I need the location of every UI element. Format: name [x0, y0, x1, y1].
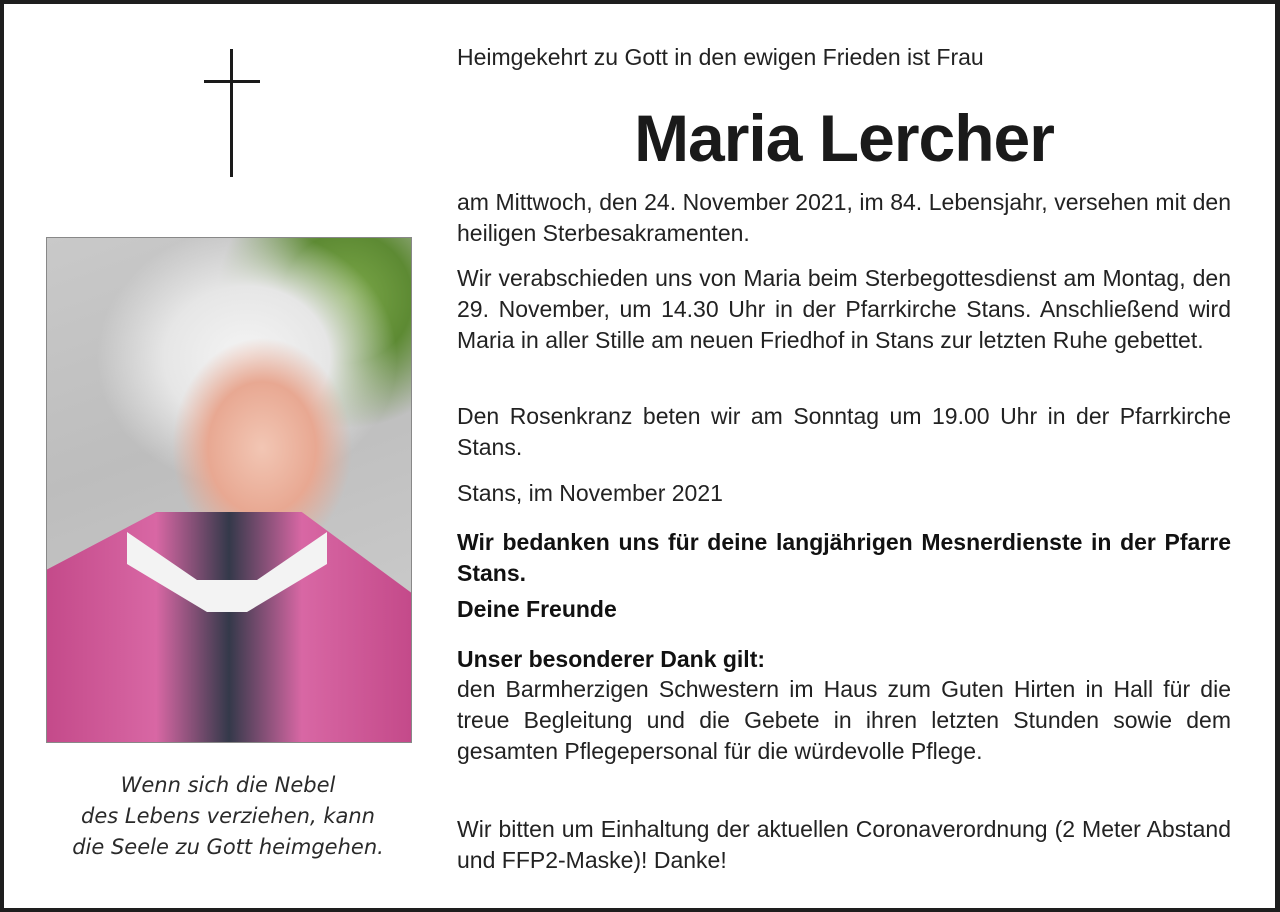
intro-text: Heimgekehrt zu Gott in den ewigen Frieden ist Frau	[457, 44, 984, 70]
obituary-notice	[4, 4, 1275, 908]
special-thanks-heading: Unser besonderer Dank gilt:	[457, 646, 766, 672]
signature: Deine Freunde	[457, 596, 617, 622]
rosary-info: Den Rosenkranz beten wir am Sonntag um 19.00 Uhr in der Pfarrkirche Stans.	[457, 403, 1231, 460]
memorial-quote	[42, 770, 414, 863]
quote-line: die Seele zu Gott heimgehen.	[72, 835, 384, 859]
special-thanks-text: den Barmherzigen Schwestern im Haus zum Guten Hirten in Hall für die treue Begleitung und die Gebete in ihren letzten Stunden sowie dem gesamten Pflegepersonal für die würdevolle Pflege.	[457, 676, 1231, 764]
place-date: Stans, im November 2021	[457, 480, 723, 506]
photo-jacket-shape	[47, 512, 411, 742]
quote-line: Wenn sich die Nebel	[120, 773, 336, 797]
portrait-photo	[46, 237, 412, 743]
thanks-service: Wir bedanken uns für deine langjährigen Mesnerdienste in der Pfarre Stans.	[457, 529, 1231, 586]
deceased-name: Maria Lercher	[634, 101, 1054, 175]
funeral-info: Wir verabschieden uns von Maria beim Sterbegottesdienst am Montag, den 29. November, um 14.30 Uhr in der Pfarrkirche Stans. Anschließend wird Maria in aller Stille am neuen Friedhof in Stans zur letzten Ruhe gebettet.	[457, 265, 1231, 353]
quote-line: des Lebens verziehen, kann	[81, 804, 375, 828]
cross-icon	[204, 49, 260, 177]
cross-vertical-bar	[230, 49, 233, 177]
covid-note: Wir bitten um Einhaltung der aktuellen Coronaverordnung (2 Meter Abstand und FFP2-Maske)! Danke!	[457, 816, 1231, 873]
death-info: am Mittwoch, den 24. November 2021, im 84. Lebensjahr, versehen mit den heiligen Sterbesakramenten.	[457, 189, 1231, 246]
cross-horizontal-bar	[204, 80, 260, 83]
